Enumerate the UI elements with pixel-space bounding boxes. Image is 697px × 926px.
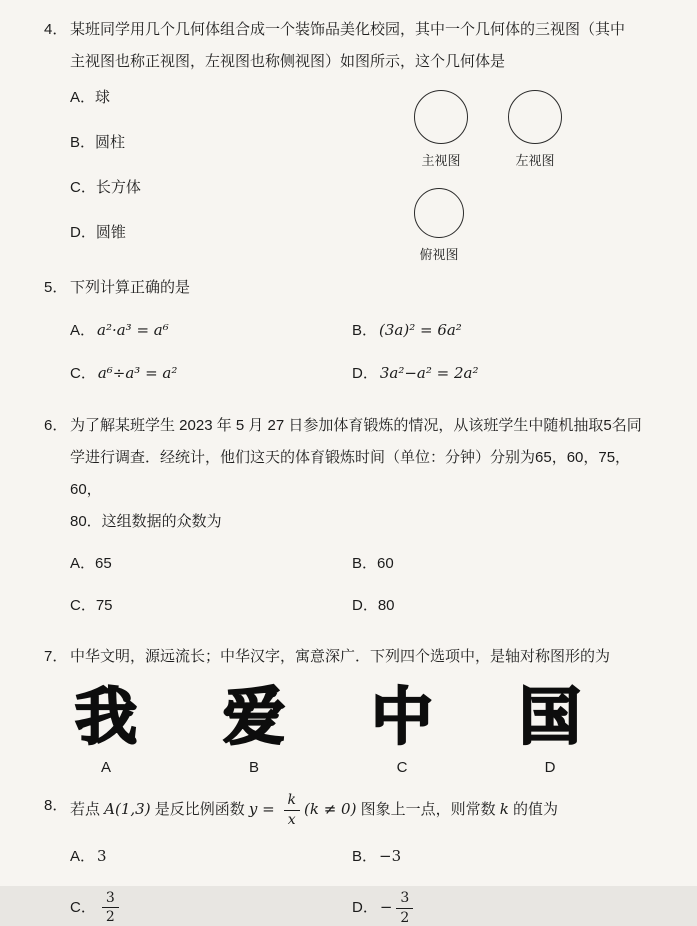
top-view-label: 俯视图 — [419, 247, 459, 262]
question-5-option-d — [352, 361, 659, 386]
option-letter: B． — [352, 848, 378, 865]
character-figure: 我 — [74, 683, 137, 752]
front-view-circle — [414, 90, 468, 144]
option-value: 3 — [97, 847, 107, 865]
fraction-denominator: 2 — [400, 909, 410, 926]
question-6-stem — [70, 410, 659, 538]
option-letter: D． — [352, 365, 378, 382]
function-fraction — [284, 792, 300, 827]
question-8-options — [70, 839, 659, 926]
question-6-stem-line-3: 80．这组数据的众数为 — [70, 513, 222, 530]
question-7-number: 7． — [44, 648, 68, 665]
character-figure: 爱 — [222, 683, 285, 752]
option-expression: a⁶÷a³ = a² — [97, 364, 178, 382]
question-6-number: 6． — [44, 417, 68, 434]
minus-sign: − — [379, 898, 393, 916]
question-5-option-b — [352, 318, 659, 343]
question-5-options — [70, 318, 659, 386]
stem-text: 是反比例函数 — [150, 801, 249, 818]
top-view-circle — [414, 188, 464, 238]
front-view-label: 主视图 — [421, 153, 461, 168]
option-expression: a²·a³ = a⁶ — [97, 321, 169, 339]
option-value: −3 — [379, 847, 402, 865]
question-5-option-a — [70, 318, 352, 343]
question-6-options — [70, 552, 659, 618]
option-expression: 3a²−a² = 2a² — [379, 364, 479, 382]
question-5-option-c — [70, 361, 352, 386]
option-fraction — [102, 890, 119, 925]
question-8-stem — [70, 790, 659, 829]
point-coordinates: A(1,3) — [104, 800, 151, 818]
question-8-option-c — [70, 890, 352, 926]
left-view-label: 左视图 — [515, 153, 555, 168]
question-7-figures — [58, 681, 598, 776]
left-view-circle — [508, 90, 562, 144]
question-7 — [44, 641, 659, 776]
stem-text: 若点 — [70, 801, 105, 818]
question-8-option-a — [70, 839, 352, 874]
stem-text: 图象上一点，则常数 — [356, 801, 500, 818]
question-7-figure-b — [206, 681, 302, 776]
question-8-number: 8． — [44, 797, 68, 814]
question-4-stem-line-1: 某班同学用几个几何体组合成一个装饰品美化校园，其中一个几何体的三视图（其中 — [70, 21, 626, 38]
option-letter: D． — [352, 899, 378, 916]
question-7-figure-c — [354, 681, 450, 776]
option-letter: A． — [70, 322, 96, 339]
fraction-numerator: 3 — [102, 890, 119, 908]
condition-text: (k ≠ 0) — [304, 800, 357, 818]
constant-k: k — [499, 800, 509, 818]
option-fraction — [396, 890, 413, 925]
question-4-body — [70, 88, 659, 262]
character-figure: 中 — [370, 683, 433, 752]
question-6-option-d: D．80 — [352, 597, 395, 614]
figure-label: C — [396, 759, 408, 776]
option-letter: A． — [70, 848, 96, 865]
front-view-figure — [404, 90, 478, 169]
question-6-stem-line-2: 学进行调查．经统计，他们这天的体育锻炼时间（单位：分钟）分别为65，60，75，60， — [70, 449, 631, 498]
question-6-option-c: C．75 — [70, 597, 113, 614]
fraction-denominator: 2 — [105, 909, 115, 926]
question-6-option-a: A．65 — [70, 555, 112, 572]
question-6 — [44, 410, 659, 618]
option-expression: (3a)² = 6a² — [379, 321, 462, 339]
question-4-option-b: B．圆柱 — [70, 134, 126, 151]
option-letter: C． — [70, 898, 96, 916]
question-8-option-b — [352, 839, 659, 874]
question-4 — [44, 14, 659, 262]
question-4-option-d: D．圆锥 — [70, 224, 126, 241]
stem-text: 的值为 — [508, 801, 559, 818]
question-8 — [44, 790, 659, 926]
question-5 — [44, 272, 659, 386]
question-8-option-d — [352, 890, 659, 926]
question-5-stem: 下列计算正确的是 — [70, 279, 191, 296]
fraction-denominator: x — [287, 811, 296, 828]
figure-label: B — [248, 759, 259, 776]
top-view-figure — [402, 188, 476, 263]
character-figure: 国 — [518, 683, 581, 752]
left-view-figure — [498, 90, 572, 169]
question-4-stem — [70, 14, 659, 78]
question-7-stem: 中华文明，源远流长；中华汉字，寓意深广．下列四个选项中，是轴对称图形的为 — [70, 648, 611, 665]
question-4-option-a: A．球 — [70, 89, 111, 106]
question-7-figure-d — [502, 681, 598, 776]
question-7-figure-a — [58, 681, 154, 776]
function-lhs: y = — [248, 800, 280, 818]
question-4-number: 4． — [44, 21, 68, 38]
figure-label: A — [100, 759, 111, 776]
option-letter: C． — [70, 365, 96, 382]
question-5-number: 5． — [44, 279, 68, 296]
question-6-stem-line-1: 为了解某班学生 2023 年 5 月 27 日参加体育锻炼的情况，从该班学生中随机抽取5名同 — [70, 417, 642, 434]
figure-label: D — [544, 759, 556, 776]
option-letter: B． — [352, 322, 378, 339]
fraction-numerator: k — [284, 792, 300, 810]
fraction-numerator: 3 — [396, 890, 413, 908]
question-6-option-b: B．60 — [352, 555, 394, 572]
question-4-option-c: C．长方体 — [70, 179, 141, 196]
question-4-stem-line-2: 主视图也称正视图，左视图也称侧视图）如图所示，这个几何体是 — [70, 53, 506, 70]
